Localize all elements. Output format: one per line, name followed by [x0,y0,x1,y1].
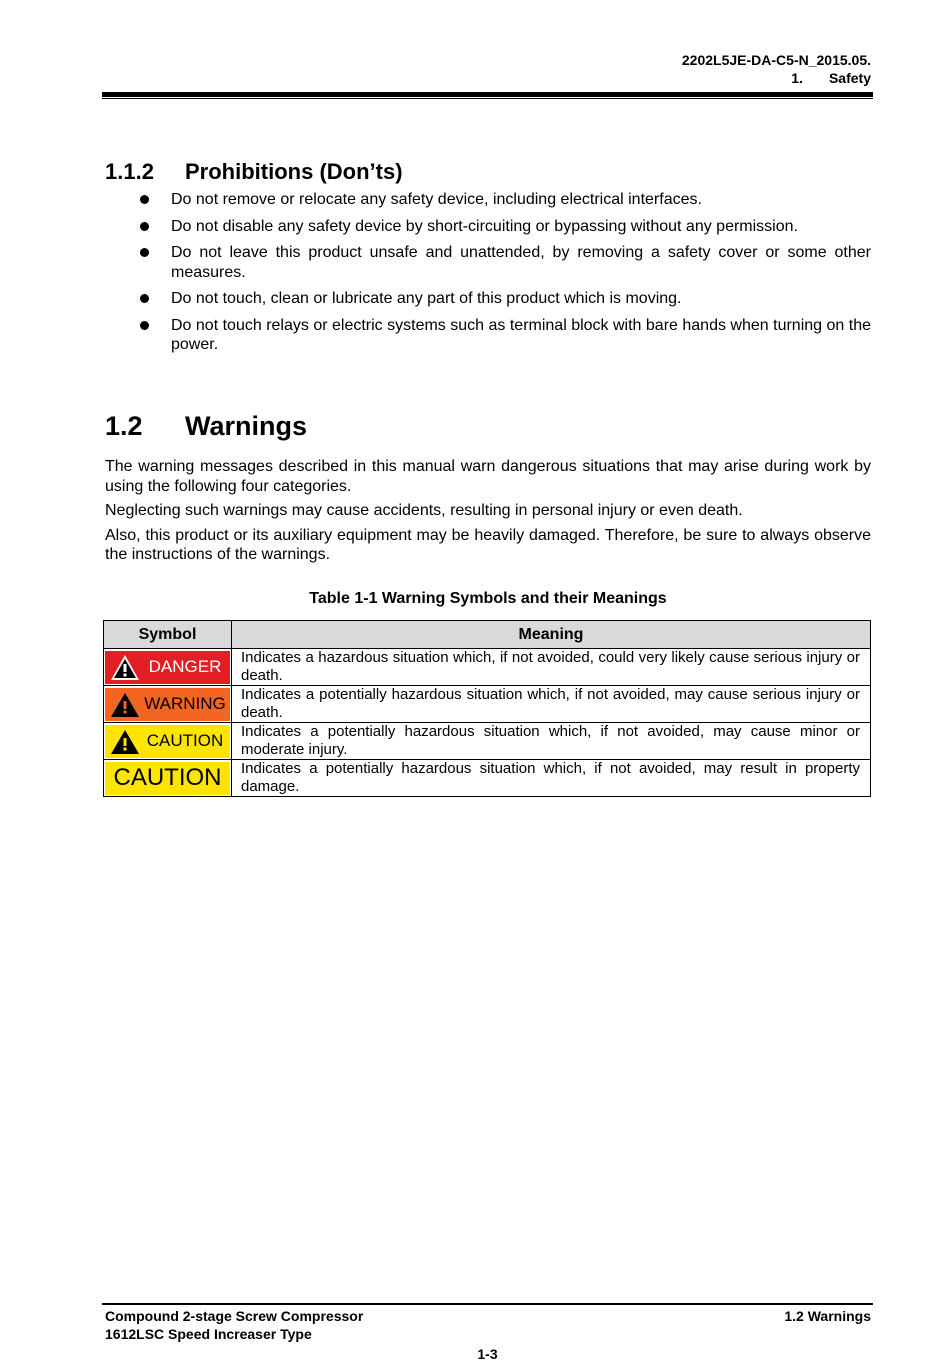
warnings-body [105,457,871,570]
table-header-row [104,621,871,649]
list-item [105,217,871,237]
caution-property-label-text: CAUTION [113,764,222,791]
table-row [104,649,871,686]
list-item-text: Do not touch relays or electric systems such as terminal block with bare hands when turning on the power. [171,316,871,353]
list-item-text: Do not disable any safety device by short-circuiting or bypassing without any permission. [171,217,798,235]
page-number: 1-3 [477,1346,498,1362]
list-item [105,289,871,309]
column-header-symbol: Symbol [104,621,232,649]
header-rule [102,92,873,97]
header-section-number: 1. [791,70,803,86]
symbol-cell [104,760,232,797]
list-item [105,243,871,282]
danger-label-text: DANGER [148,657,222,676]
prohibitions-heading-number: 1.1.2 [105,159,154,184]
paragraph: The warning messages described in this manual warn dangerous situations that may arise during work by using the following four categories. [105,458,871,495]
header-section [791,70,871,86]
bullet-icon [140,222,149,231]
table-row [104,760,871,797]
table-row [104,686,871,723]
list-item-text: Do not remove or relocate any safety device, including electrical interfaces. [171,191,702,208]
meaning-cell: Indicates a hazardous situation which, if not avoided, could very likely cause serious injury or death. [232,649,871,686]
warnings-heading [105,411,307,442]
bullet-icon [140,321,149,330]
table-caption: Table 1-1 Warning Symbols and their Meanings [309,590,667,607]
paragraph: Neglecting such warnings may cause accidents, resulting in personal injury or even death. [105,502,743,519]
paragraph: Also, this product or its auxiliary equipment may be heavily damaged. Therefore, be sure to always observe the instructions of the warnings. [105,526,871,563]
footer-section: 1.2 Warnings [784,1308,871,1324]
header-doc-id: 2202L5JE-DA-C5-N_2015.05. [681,52,871,68]
warning-triangle-icon [110,728,140,755]
caution-label [105,725,230,758]
header-rule-thin [102,98,873,99]
bullet-icon [140,294,149,303]
meaning-cell: Indicates a potentially hazardous situation which, if not avoided, may cause minor or moderate injury. [232,723,871,760]
warnings-heading-title: Warnings [185,411,308,441]
column-header-meaning: Meaning [232,621,871,649]
meaning-cell: Indicates a potentially hazardous situation which, if not avoided, may result in property damage. [232,760,871,797]
meaning-cell: Indicates a potentially hazardous situation which, if not avoided, may cause serious injury or death. [232,686,871,723]
footer-product-line2: 1612LSC Speed Increaser Type [105,1326,312,1342]
prohibitions-list [105,190,871,362]
prohibitions-heading-title: Prohibitions (Don’ts) [185,159,403,184]
list-item-text: Do not leave this product unsafe and unattended, by removing a safety cover or some other measures. [171,244,871,281]
header-section-title: Safety [828,70,871,86]
bullet-icon [140,195,149,204]
symbol-cell [104,649,232,686]
danger-label [105,651,230,684]
bullet-icon [140,248,149,257]
symbol-cell [104,686,232,723]
list-item-text: Do not touch, clean or lubricate any part of this product which is moving. [171,290,682,307]
caution-property-label [105,762,230,795]
symbol-cell [104,723,232,760]
warning-triangle-icon [110,654,140,681]
footer-product-line1: Compound 2-stage Screw Compressor [105,1308,364,1324]
footer-rule [102,1303,873,1305]
warning-label [105,688,230,721]
list-item [105,190,871,210]
warning-triangle-icon [110,691,140,718]
warnings-heading-number: 1.2 [105,411,143,441]
table-row [104,723,871,760]
caution-label-text: CAUTION [146,731,224,750]
warning-symbols-table [103,620,871,797]
warning-label-text: WARNING [144,694,226,713]
list-item [105,316,871,355]
prohibitions-heading [105,159,403,185]
